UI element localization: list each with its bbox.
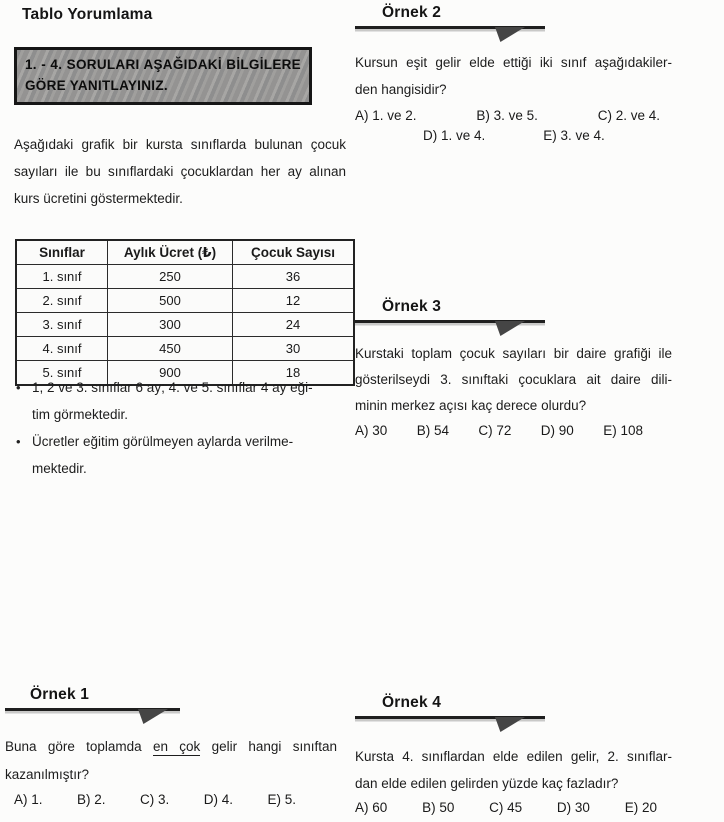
option: D) 4. (203, 792, 233, 807)
table-header-cell: Sınıflar (16, 240, 108, 265)
underlined-text: en çok (152, 739, 201, 754)
option: B) 50 (422, 800, 455, 815)
table-cell: 2. sınıf (16, 289, 108, 313)
bullet-icon: • (16, 380, 21, 395)
instruction-box (14, 47, 312, 105)
page-title: Tablo Yorumlama (22, 6, 153, 23)
option: A) 1. ve 2. (355, 108, 417, 123)
option: C) 2. ve 4. (597, 108, 660, 123)
example-4-heading (355, 694, 545, 719)
option: D) 1. ve 4. (423, 128, 486, 143)
question-line: den hangisidir? (355, 82, 447, 97)
data-table (15, 239, 355, 386)
note-line: Ücretler eğitim görülmeyen aylarda verilme- (32, 434, 294, 449)
note-line: mektedir. (32, 461, 87, 476)
table-cell: 300 (108, 313, 233, 337)
question-line: gösterilseydi 3. sınıftaki çocuklara ait daire dili- (355, 372, 672, 387)
option: D) 30 (556, 800, 590, 815)
table-cell: 36 (233, 265, 355, 289)
table-header-row (16, 240, 354, 265)
question-line: dan elde edilen gelirden yüzde kaç fazladır? (355, 776, 619, 791)
section-marker-icon (495, 321, 525, 336)
note-text (32, 374, 352, 428)
intro-paragraph (14, 131, 346, 212)
question-line: Kursun eşit gelir elde ettiği iki sınıf aşağıdakiler- (355, 55, 672, 70)
note-line: tim görmektedir. (32, 407, 129, 422)
example-4-question (355, 743, 672, 797)
example-3-heading (355, 298, 545, 323)
option: B) 3. ve 5. (476, 108, 538, 123)
question-line: Kursta 4. sınıflardan elde edilen gelir, 2. sınıflar- (355, 749, 672, 764)
question-text: gelir hangi sınıftan (200, 739, 337, 754)
table-row (16, 289, 354, 313)
example-2-heading (355, 4, 545, 29)
option: D) 90 (540, 423, 574, 438)
table-cell: 900 (108, 361, 233, 386)
note-item (16, 428, 352, 482)
option: C) 3. (139, 792, 170, 807)
instruction-line: 1. - 4. SORULARI AŞAĞIDAKİ BİLGİLERE (25, 57, 301, 72)
option: E) 108 (603, 423, 643, 438)
option: A) 30 (355, 423, 388, 438)
question-line (5, 733, 337, 761)
option: A) 1. (14, 792, 43, 807)
section-marker-icon (138, 709, 168, 724)
table-cell: 250 (108, 265, 233, 289)
example-4-label: Örnek 4 (382, 694, 442, 711)
intro-line: kurs ücretini göstermektedir. (14, 191, 183, 206)
table-header-cell: Çocuk Sayısı (233, 240, 355, 265)
example-1-options (14, 792, 296, 807)
example-1-label: Örnek 1 (30, 686, 90, 703)
note-item (16, 374, 352, 428)
example-section-2 (355, 4, 672, 148)
section-marker-icon (495, 27, 525, 42)
option: E) 20 (624, 800, 657, 815)
table-cell: 450 (108, 337, 233, 361)
table-cell: 24 (233, 313, 355, 337)
option: C) 45 (489, 800, 523, 815)
question-line: Kurstaki toplam çocuk sayıları bir daire grafiği ile (355, 346, 672, 361)
option: A) 60 (355, 800, 388, 815)
bullet-icon: • (16, 434, 21, 449)
table-cell: 1. sınıf (16, 265, 108, 289)
table-cell: 30 (233, 337, 355, 361)
question-line: minin merkez açısı kaç derece olurdu? (355, 398, 587, 413)
example-section-3 (355, 298, 672, 438)
option: B) 54 (416, 423, 449, 438)
instruction-line: GÖRE YANITLAYINIZ. (25, 78, 168, 93)
table-header-cell: Aylık Ücret (₺) (108, 240, 233, 265)
example-3-question (355, 341, 672, 419)
question-line: kazanılmıştır? (5, 767, 90, 782)
section-marker-icon (495, 717, 525, 732)
notes-list (16, 374, 352, 482)
example-1-heading (5, 686, 180, 711)
note-text (32, 428, 352, 482)
option: E) 5. (267, 792, 296, 807)
table-cell: 18 (233, 361, 355, 386)
table-cell: 4. sınıf (16, 337, 108, 361)
example-2-question (355, 49, 672, 103)
table-row (16, 337, 354, 361)
example-2-label: Örnek 2 (382, 4, 442, 21)
intro-line: Aşağıdaki grafik bir kursta sınıflarda bulunan çocuk (14, 137, 346, 152)
example-3-label: Örnek 3 (382, 298, 442, 315)
question-text: Buna göre toplamda (5, 739, 153, 754)
table-cell: 500 (108, 289, 233, 313)
option: C) 72 (478, 423, 512, 438)
example-2-options-row1 (355, 108, 660, 123)
table-row (16, 313, 354, 337)
option: B) 2. (76, 792, 106, 807)
table-row (16, 265, 354, 289)
example-section-1 (5, 686, 346, 807)
table-cell: 3. sınıf (16, 313, 108, 337)
example-3-options (355, 423, 643, 438)
example-4-options (355, 800, 657, 815)
example-1-question (5, 733, 337, 789)
note-line: 1, 2 ve 3. sınıflar 6 ay; 4. ve 5. sınıflar 4 ay eği- (32, 380, 313, 395)
table-cell: 5. sınıf (16, 361, 108, 386)
intro-line: sayıları ile bu sınıflardaki çocuklardan her ay alınan (14, 164, 346, 179)
example-section-4 (355, 694, 672, 815)
table-cell: 12 (233, 289, 355, 313)
example-2-options-row2 (355, 124, 672, 148)
option: E) 3. ve 4. (543, 128, 605, 143)
